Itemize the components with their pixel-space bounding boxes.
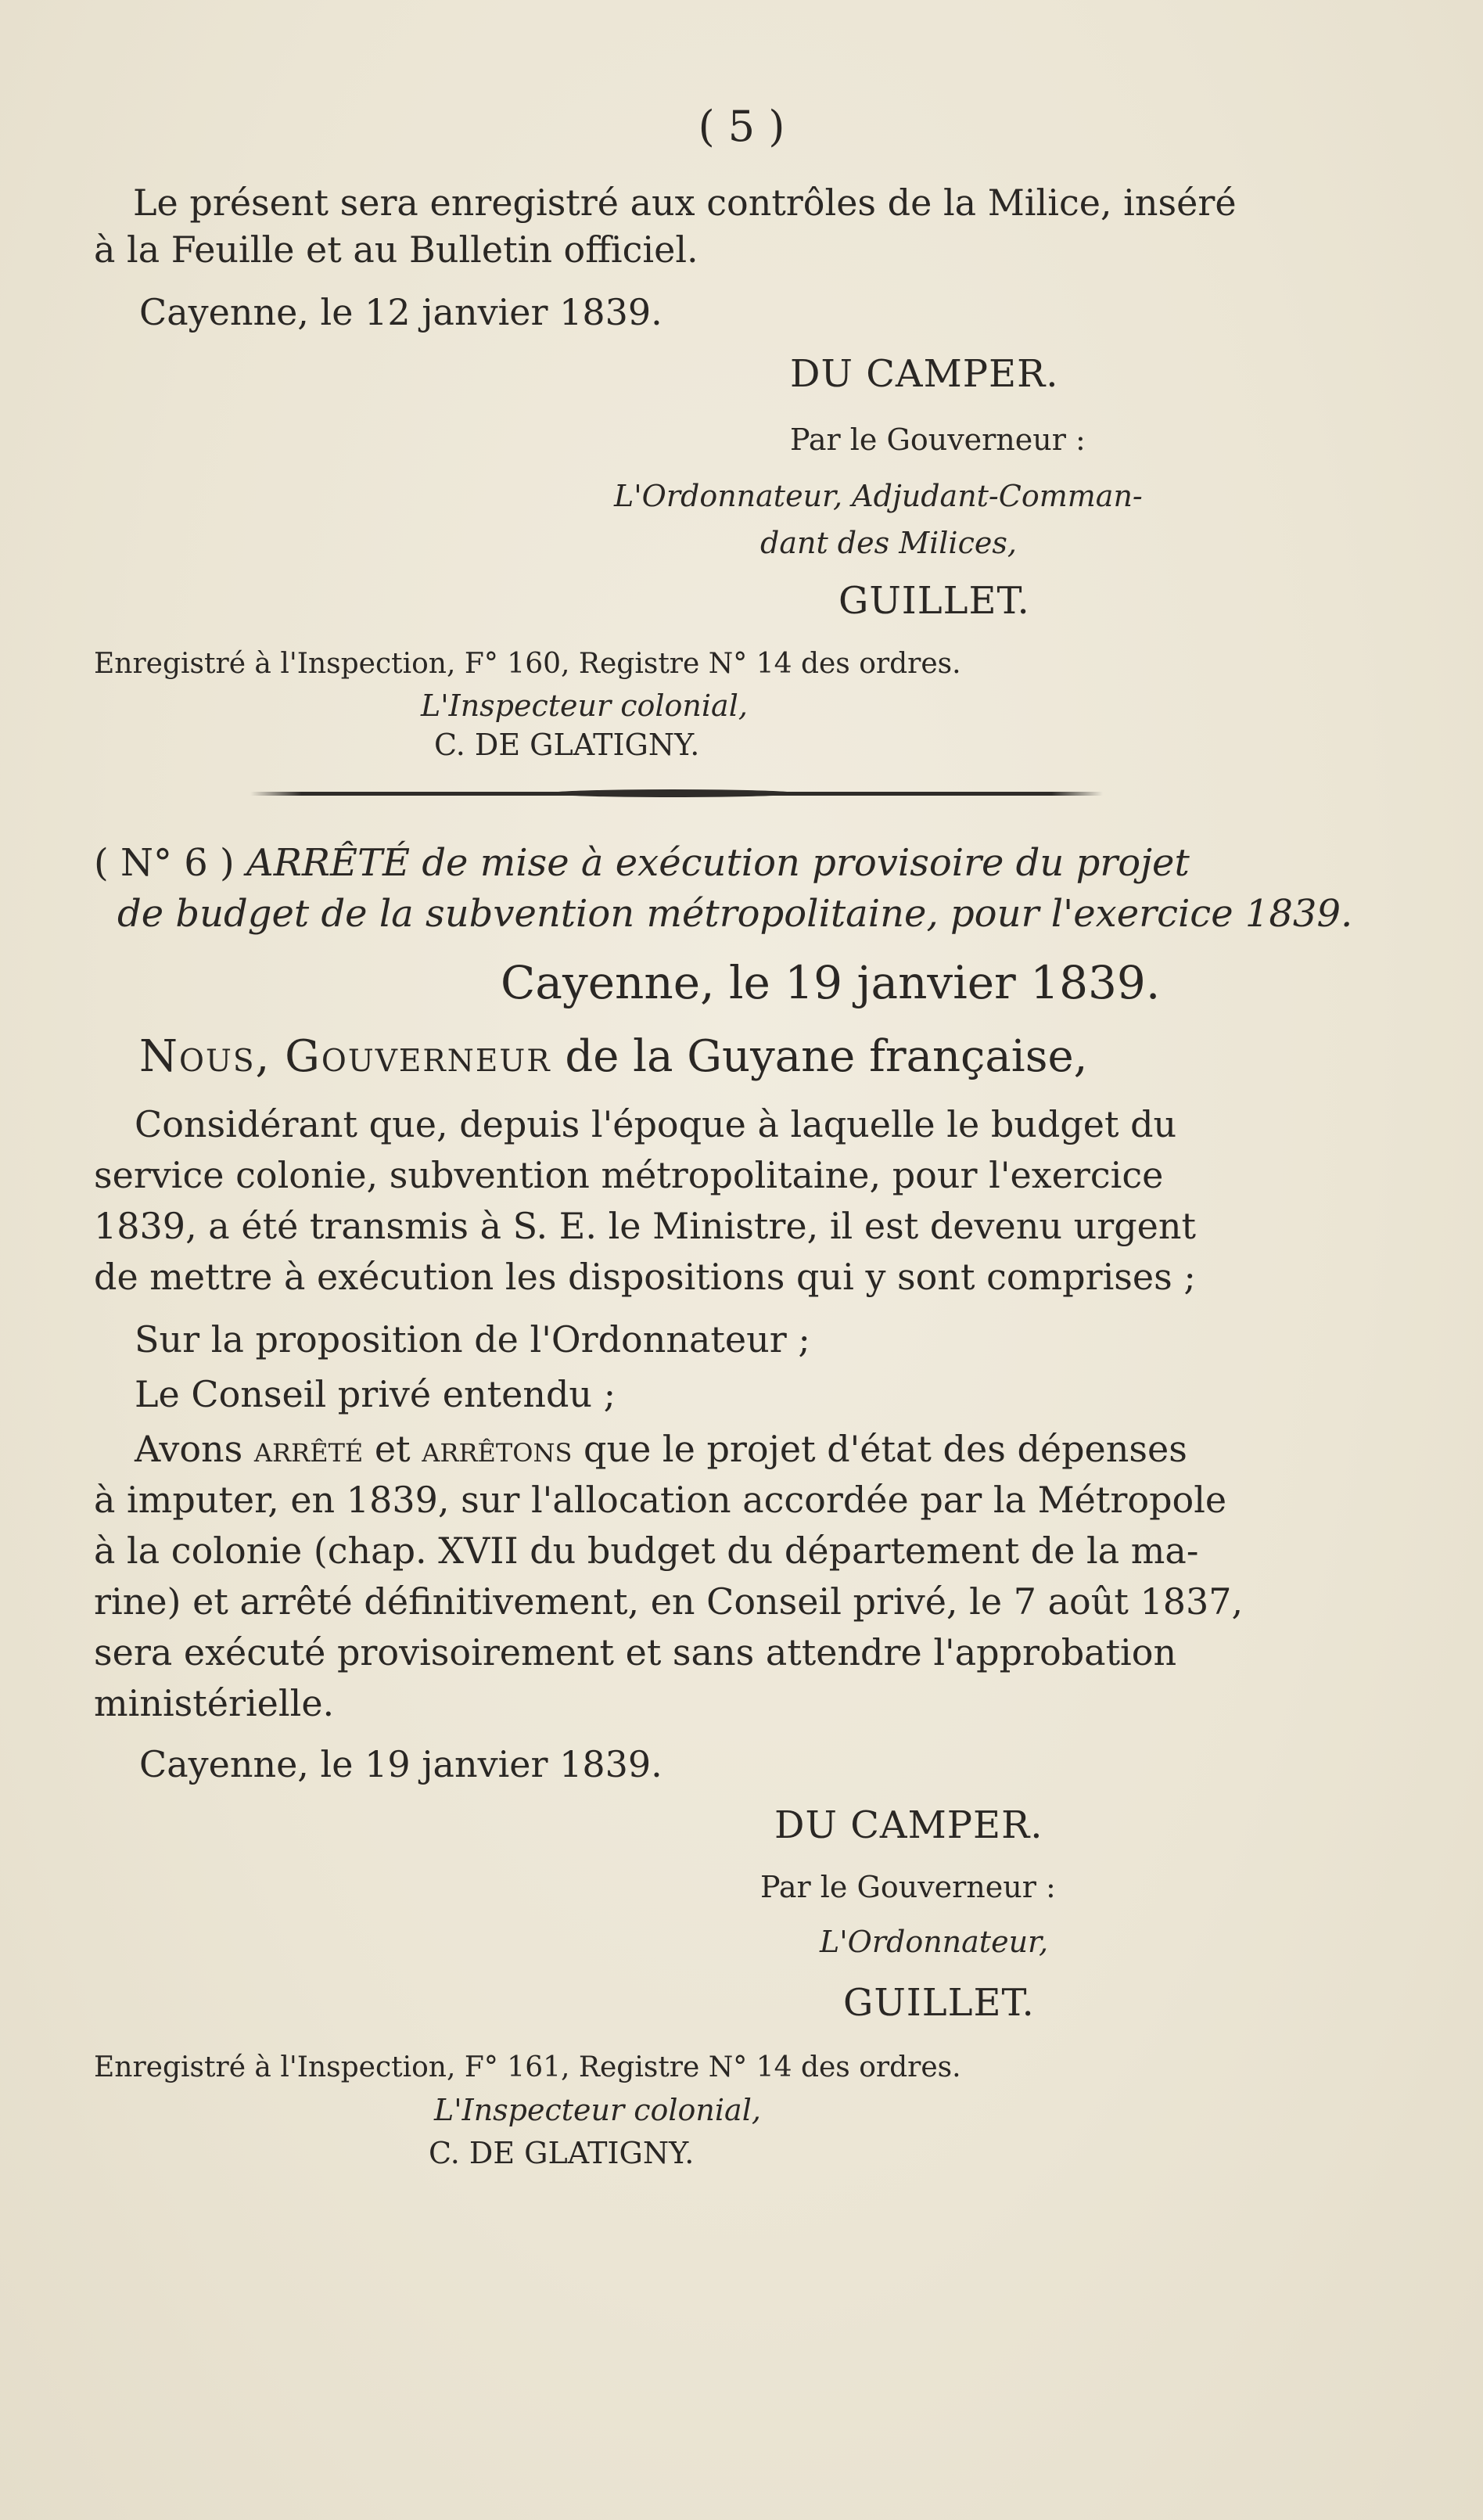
act-countersign-name: GUILLET.	[843, 1981, 1035, 2025]
avons-word: Avons	[135, 1428, 243, 1470]
inspector-name: C. DE GLATIGNY.	[434, 728, 700, 762]
considerant-line-3: 1839, a été transmis à S. E. le Ministre, il est devenu urgent	[94, 1205, 1196, 1247]
act-number: ( N° 6 )	[94, 841, 235, 885]
decision-line-1	[135, 1428, 1187, 1470]
considerant-line-2: service colonie, subvention métropolitaine, pour l'exercice	[94, 1154, 1164, 1196]
governor-signature: DU CAMPER.	[790, 352, 1059, 396]
act-par-le-gouverneur: Par le Gouverneur :	[760, 1870, 1056, 1904]
act-title-text: ARRÊTÉ de mise à exécution provisoire du projet	[246, 841, 1190, 885]
par-le-gouverneur: Par le Gouverneur :	[790, 422, 1086, 457]
act-date-line: Cayenne, le 19 janvier 1839.	[139, 1743, 663, 1785]
section-divider-ornament	[548, 789, 798, 797]
act-inspector-name: C. DE GLATIGNY.	[429, 2136, 695, 2170]
body-line-1: Le présent sera enregistré aux contrôles de la Milice, inséré	[133, 182, 1237, 224]
decision-line-6: ministérielle.	[94, 1682, 335, 1724]
decision-line-4: rine) et arrêté définitivement, en Conseil privé, le 7 août 1837,	[94, 1580, 1244, 1623]
nous-heading	[139, 1031, 1087, 1082]
arretons-word: arrêtons	[422, 1428, 573, 1470]
nous-rest: de la Guyane française,	[565, 1031, 1088, 1082]
considerant-line-1: Considérant que, depuis l'époque à laquelle le budget du	[135, 1103, 1177, 1145]
ordonnateur-title-line-1: L'Ordonnateur, Adjudant-Comman-	[614, 479, 1143, 513]
nous-word: Nous,	[139, 1031, 271, 1082]
act-inspector-title: L'Inspecteur colonial,	[434, 2093, 761, 2127]
registration-line: Enregistré à l'Inspection, F° 160, Registre N° 14 des ordres.	[94, 648, 961, 680]
decision-line-5: sera exécuté provisoirement et sans attendre l'approbation	[94, 1631, 1177, 1673]
act-title-line-2: de budget de la subvention métropolitaine, pour l'exercice 1839.	[117, 892, 1353, 936]
act-place-date: Cayenne, le 19 janvier 1839.	[501, 956, 1161, 1009]
act-title-line-1	[94, 841, 1190, 885]
proposition-line: Sur la proposition de l'Ordonnateur ;	[135, 1318, 810, 1361]
date-line: Cayenne, le 12 janvier 1839.	[139, 291, 663, 333]
arrete-word: arrêté	[253, 1428, 364, 1470]
act-registration-line: Enregistré à l'Inspection, F° 161, Registre N° 14 des ordres.	[94, 2051, 961, 2083]
act-governor-signature: DU CAMPER.	[774, 1803, 1043, 1847]
considerant-line-4: de mettre à exécution les dispositions qui y sont comprises ;	[94, 1256, 1196, 1298]
ordonnateur-title-line-2: dant des Milices,	[760, 526, 1017, 560]
decision-line-2: à imputer, en 1839, sur l'allocation accordée par la Métropole	[94, 1479, 1227, 1521]
page-number: ( 5 )	[698, 102, 785, 151]
body-line-2: à la Feuille et au Bulletin officiel.	[94, 228, 698, 271]
decision-line-3: à la colonie (chap. XVII du budget du département de la ma-	[94, 1530, 1199, 1572]
et-word: et	[374, 1428, 411, 1470]
countersign-name: GUILLET.	[838, 579, 1030, 623]
act-ordonnateur: L'Ordonnateur,	[820, 1925, 1049, 1959]
inspector-title: L'Inspecteur colonial,	[421, 688, 748, 723]
conseil-line: Le Conseil privé entendu ;	[135, 1373, 616, 1415]
gouverneur-word: Gouverneur	[285, 1031, 551, 1082]
decision-first-rest: que le projet d'état des dépenses	[584, 1428, 1187, 1470]
